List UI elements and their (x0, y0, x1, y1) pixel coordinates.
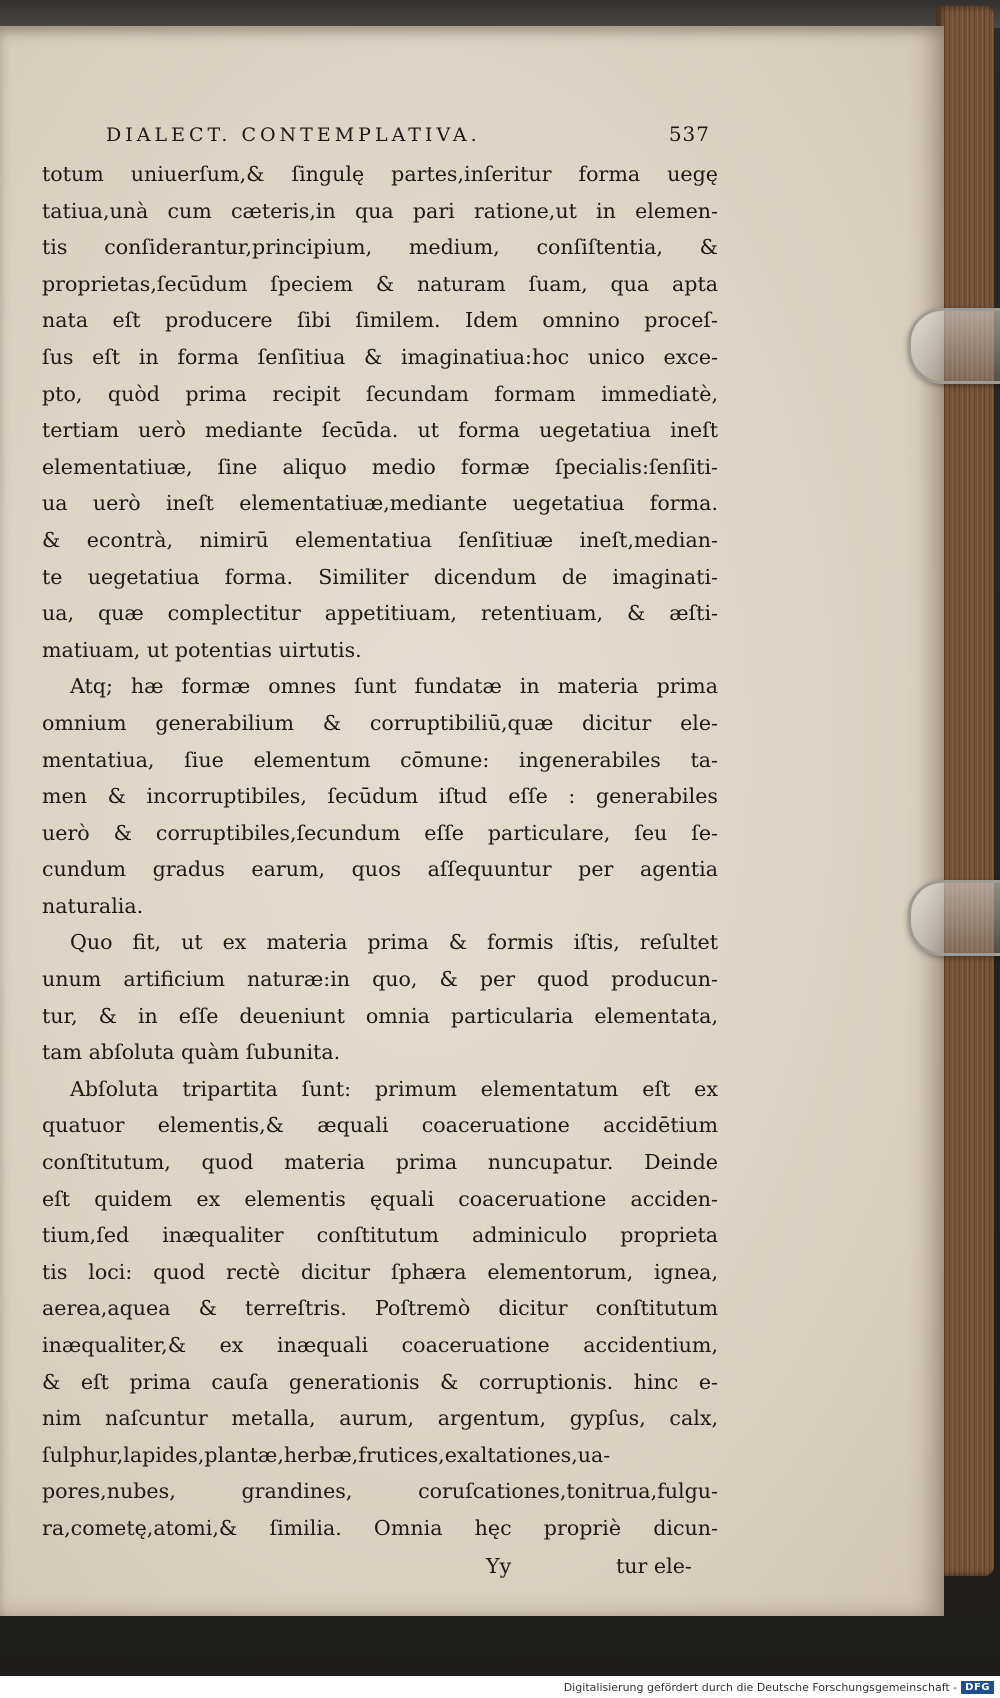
text-block (42, 122, 718, 1585)
scanner-top-band (0, 0, 1000, 28)
page-clamp-upper (908, 308, 1000, 384)
text-line: quatuor elementis,& æquali coaceruatione accidētium (42, 1113, 718, 1138)
running-head-title: DIALECT. CONTEMPLATIVA. (106, 124, 481, 146)
text-line: tam abſoluta quàm ſubunita. (42, 1040, 341, 1065)
text-line: proprietas,ſecūdum ſpeciem & naturam ſuam, qua apta (42, 271, 718, 296)
text-line: eſt quidem ex elementis ęquali coaceruatione acciden- (42, 1186, 718, 1211)
text-line: & econtrà, nimirū elementatiua ſenſitiuæ ineſt,median- (42, 527, 718, 552)
text-line: tis conſiderantur,principium, medium, conſiſtentia, & (42, 235, 718, 260)
text-line: inæqualiter,& ex inæquali coaceruatione accidentium, (42, 1333, 718, 1357)
text-line: Quo fit, ut ex materia prima & formis iſtis, reſultet (70, 930, 718, 955)
text-line: pores,nubes, grandines, coruſcationes,tonitrua,fulgu- (42, 1479, 718, 1504)
dfg-logo-icon: DFG (961, 1681, 994, 1694)
footer-credit: Digitalisierung gefördert durch die Deutsche Forschungsgemeinschaft - (563, 1680, 958, 1694)
text-line: & eſt prima cauſa generationis & corruptionis. hinc e- (42, 1369, 718, 1394)
text-line: men & incorruptibiles, ſecūdum iſtud eſſe : generabiles (42, 784, 718, 809)
text-line: elementatiuæ, ſine aliquo medio formæ ſpecialis:ſenſiti- (42, 454, 718, 479)
text-line: nim naſcuntur metalla, aurum, argentum, gypſus, calx, (42, 1406, 718, 1431)
text-line: tur, & in eſſe deueniunt omnia particularia elementata, (42, 1003, 718, 1028)
text-line: unum artificium naturæ:in quo, & per quod producun- (42, 967, 718, 992)
text-line: conſtitutum, quod materia prima nuncupatur. Deinde (42, 1150, 718, 1175)
text-line: mentatiua, ſiue elementum cōmune: ingenerabiles ta- (42, 747, 718, 772)
text-line: ſus eſt in forma ſenſitiua & imaginatiua:hoc unico exce- (42, 344, 718, 369)
digitization-footer (0, 1676, 1000, 1698)
text-line: tis loci: quod rectè dicitur ſphæra elementorum, ignea, (42, 1259, 718, 1284)
text-line: pto, quòd prima recipit ſecundam formam immediatè, (42, 381, 718, 406)
text-line: tertiam uerò mediante ſecūda. ut forma uegetatiua ineſt (42, 418, 718, 443)
text-line: ſulphur,lapides,plantæ,herbæ,frutices,exaltationes,ua- (42, 1442, 611, 1467)
text-line: naturalia. (42, 893, 144, 918)
page-number: 537 (668, 122, 710, 146)
text-line: totum uniuerſum,& ſingulę partes,inſeritur forma uegę (42, 162, 718, 186)
text-line: ua uerò ineſt elementatiuæ,mediante uegetatiua forma. (42, 491, 718, 516)
running-head (106, 122, 710, 156)
text-line: uerò & corruptibiles,ſecundum eſſe particulare, ſeu ſe- (42, 820, 718, 845)
signature-mark: Yy (486, 1553, 512, 1578)
text-line: te uegetatiua forma. Similiter dicendum de imaginati- (42, 564, 718, 589)
text-line: tatiua,unà cum cæteris,in qua pari ratione,ut in elemen- (42, 198, 718, 223)
text-line: Atq; hæ formæ omnes ſunt fundatæ in materia prima (70, 674, 718, 699)
text-line: nata eſt producere ſibi ſimilem. Idem omnino proceſ- (42, 308, 718, 333)
text-line: matiuam, ut potentias uirtutis. (42, 637, 362, 662)
text-line: tium,ſed inæqualiter conſtitutum adminiculo proprieta (42, 1223, 718, 1248)
catchword-row (42, 1547, 718, 1585)
text-line: ua, quæ complectitur appetitiuam, retentiuam, & æſti- (42, 601, 718, 626)
text-line: cundum gradus earum, quos aſſequuntur per agentia (42, 857, 718, 882)
catchword: tur ele- (616, 1553, 692, 1578)
book-fore-edge (936, 6, 994, 1576)
text-line: aerea,aquea & terreſtris. Poſtremò dicitur conſtitutum (42, 1296, 718, 1321)
text-line: Abſoluta tripartita ſunt: primum elementatum eſt ex (70, 1076, 718, 1101)
page-clamp-lower (908, 880, 1000, 956)
text-line: ra,cometę,atomi,& ſimilia. Omnia hęc propriè dicun- (42, 1515, 718, 1540)
text-line: omnium generabilium & corruptibiliū,quæ dicitur ele- (42, 710, 718, 735)
